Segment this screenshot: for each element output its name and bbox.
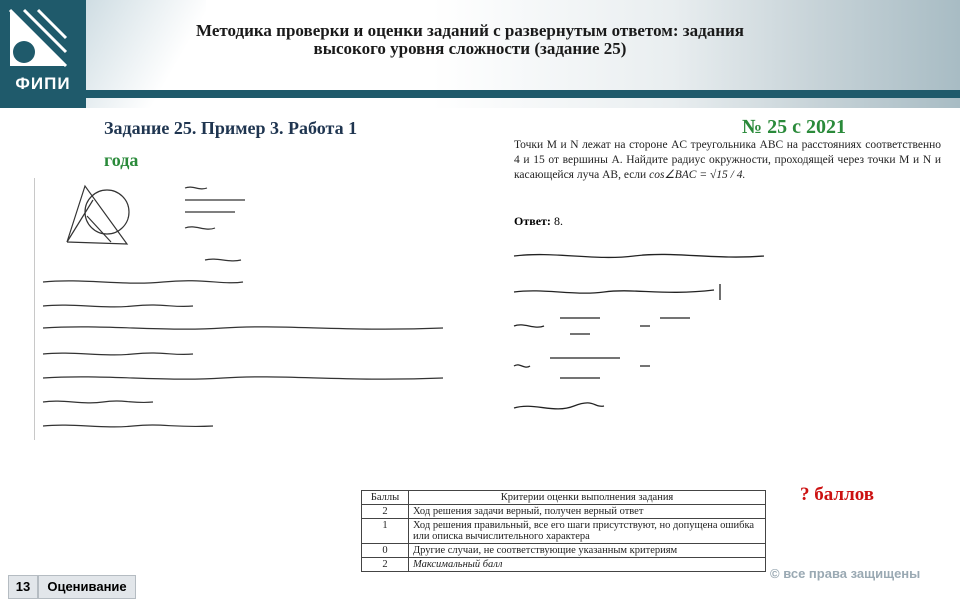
title-line-2: высокого уровня сложности (задание 25) [313,39,627,58]
handwriting-scan [35,178,480,440]
problem-statement: Точки M и N лежат на стороне AC треугольника ABC на расстояниях соответственно 4 и 15 от вершины A. Найдите радиус окружности, проходящей через точки M и N и касающейся луча AB, если [514,139,941,181]
table-row [362,519,766,544]
points-prompt: ? баллов [800,484,875,505]
copyright-notice: © все права защищены [770,566,921,581]
criteria-desc: Максимальный балл [409,558,766,572]
solution-handwriting [510,238,810,428]
criteria-header-row [362,491,766,505]
criteria-score: 2 [362,505,409,519]
problem-text [514,138,941,183]
page-title [120,22,820,58]
criteria-desc: Другие случаи, не соответствующие указанным критериям [409,544,766,558]
criteria-desc: Ход решения задачи верный, получен верный ответ [409,505,766,519]
table-row [362,558,766,572]
student-solution-scan [510,238,810,428]
answer-label: Ответ: [514,214,551,228]
criteria-header-score: Баллы [362,491,409,505]
table-row [362,544,766,558]
task-badge: № 25 с 2021 [742,116,846,138]
cos-expression: cos∠BAC = √15 / 4. [649,169,746,181]
fipi-logo [0,0,86,108]
header-stripe [0,90,960,98]
criteria-header-desc: Критерии оценки выполнения задания [409,491,766,505]
page-number: 13 [8,575,38,599]
criteria-score: 2 [362,558,409,572]
student-handwritten-work [34,178,480,440]
criteria-table [361,490,766,572]
slide-subtitle: Задание 25. Пример 3. Работа 1 [104,118,358,138]
table-row [362,505,766,519]
printed-answer [514,214,563,229]
answer-value: 8. [553,214,563,228]
year-word: года [104,150,139,170]
criteria-score: 1 [362,519,409,544]
title-line-1: Методика проверки и оценки заданий с развернутым ответом: задания [196,21,744,40]
criteria-desc: Ход решения правильный, все его шаги присутствуют, но допущена ошибка или описка вычислительного характера [409,519,766,544]
logo-text: ФИПИ [15,74,71,93]
criteria-score: 0 [362,544,409,558]
logo-mark-icon [0,0,86,74]
section-label: Оценивание [38,575,136,599]
